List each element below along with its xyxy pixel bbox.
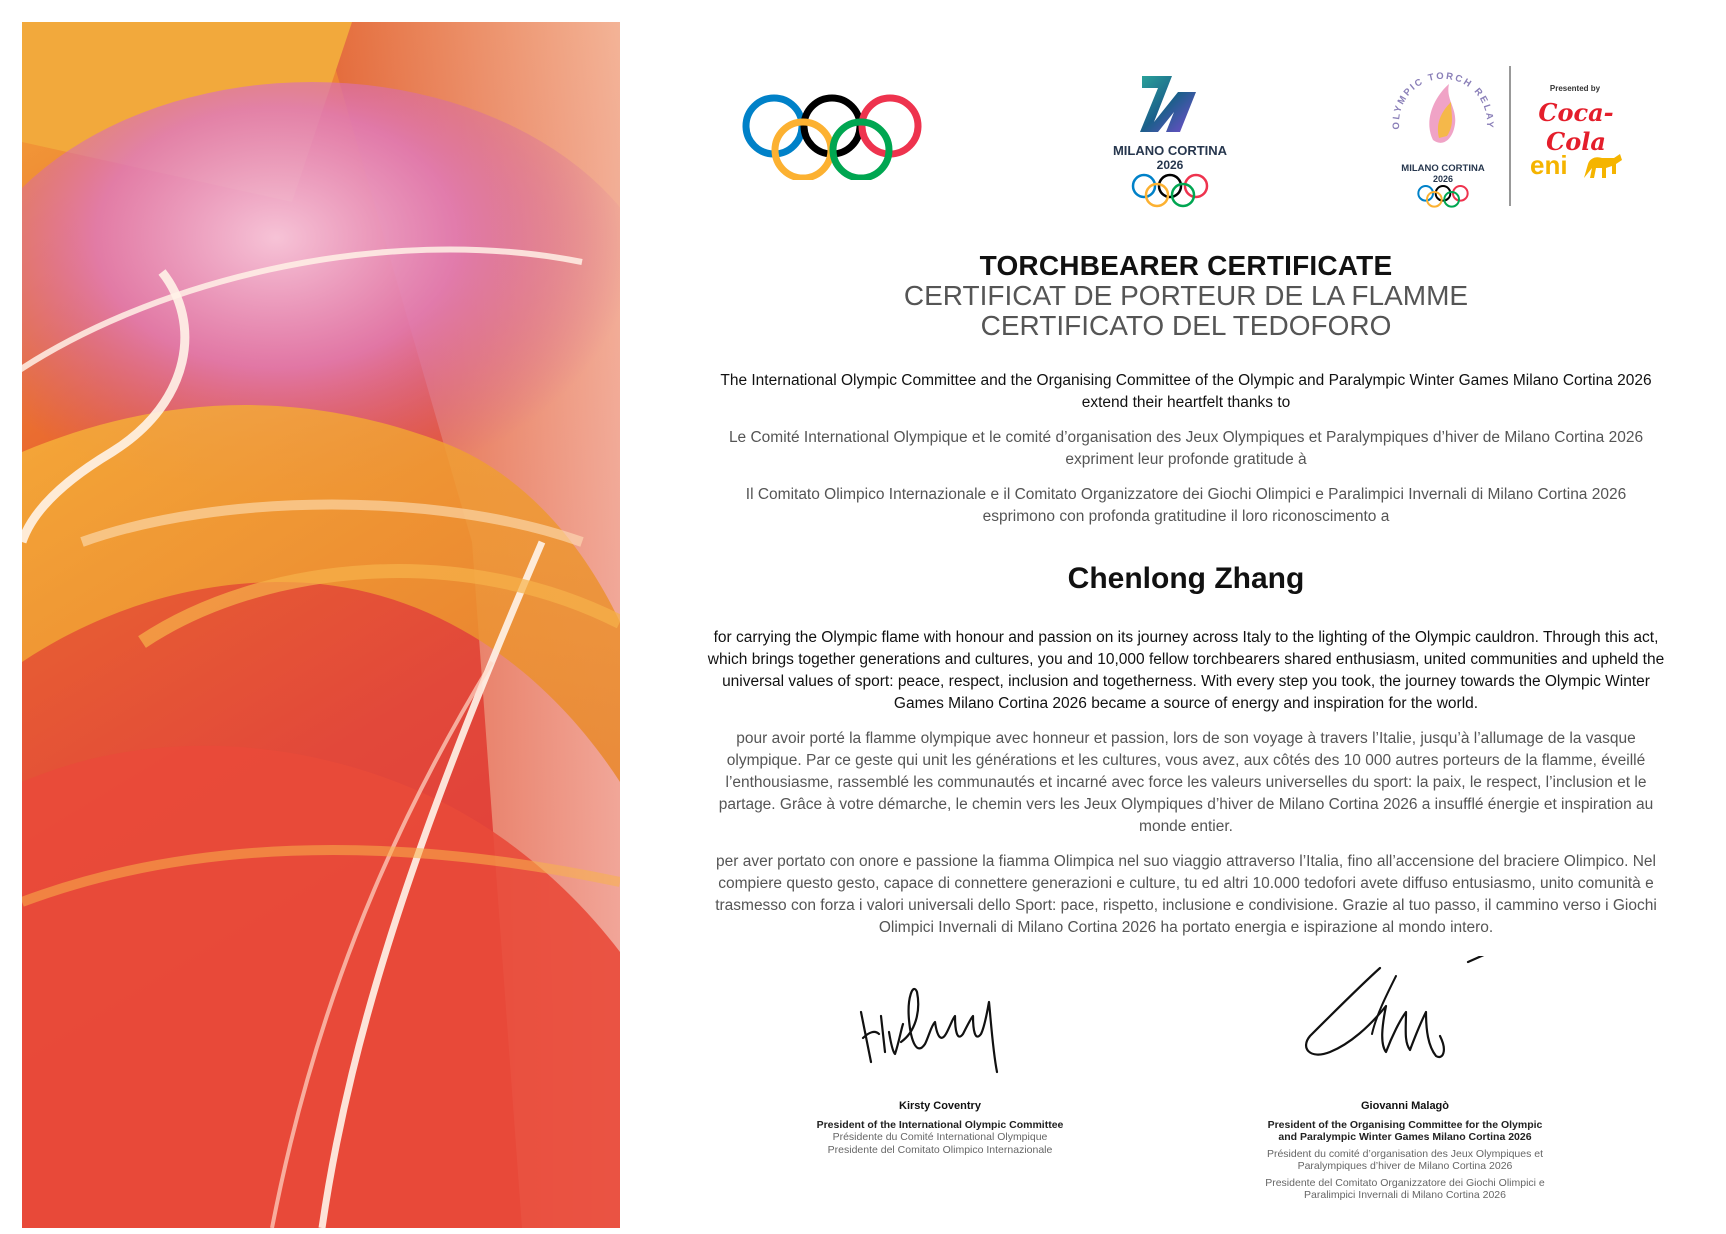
milano-cortina-logo xyxy=(1100,70,1240,210)
body-en: for carrying the Olympic flame with honour and passion on its journey across Italy to the lighting of the Olympic cauldron. Through this act, which brings together generations and cultures, you and 10,000 fellow torchbearers shared enthusiasm, united communities and upheld the universal values of sport: peace, respect, inclusion and togetherness. With every step you took, the journey towards the Olympic Winter Games Milano Cortina 2026 became a source of energy and inspiration for the world. xyxy=(707,629,1665,712)
signatory-role-it: Presidente del Comitato Organizzatore dei Giochi Olimpici e Paralimpici Invernali di Milano Cortina 2026 xyxy=(1265,1176,1545,1201)
signatory-role-en: President of the International Olympic Committee xyxy=(816,1118,1064,1131)
intro-it: Il Comitato Olimpico Internazionale e il Comitato Organizzatore dei Giochi Olimpici e Paralimpici Invernali di Milano Cortina 2026 esprimono con profonda gratitudine il loro riconoscimento a xyxy=(745,486,1627,525)
eni-wordmark: eni xyxy=(1530,150,1568,180)
recipient-name: Chenlong Zhang xyxy=(1067,562,1305,595)
torch-relay-year: 2026 xyxy=(1432,174,1454,184)
signatory-name: Giovanni Malagò xyxy=(1360,1100,1449,1112)
torch-relay-city: MILANO CORTINA xyxy=(1401,163,1485,174)
intro-en: The International Olympic Committee and the Organising Committee of the Olympic and Paralympic Winter Games Milano Cortina 2026 extend their heartfelt thanks to xyxy=(720,372,1652,411)
coca-cola-logo: Coca-Cola xyxy=(1538,98,1614,156)
presented-by-label: Presented by xyxy=(1549,84,1601,93)
signatory-role-it: Presidente del Comitato Olimpico Internazionale xyxy=(827,1143,1053,1156)
title-fr: CERTIFICAT DE PORTEUR DE LA FLAMME xyxy=(903,280,1469,311)
signatory-name: Kirsty Coventry xyxy=(899,1100,981,1112)
torch-relay-rings-icon xyxy=(1415,184,1471,208)
signatory-role-fr: Président du comité d’organisation des Jeux Olympiques et Paralympiques d’hiver de Milano Cortina 2026 xyxy=(1266,1147,1544,1172)
body-fr: pour avoir porté la flamme olympique avec honneur et passion, lors de son voyage à travers l’Italie, jusqu’à l’allumage de la vasque olympique. Par ce geste qui unit les générations et les cultures, vous avez, aux côtés des 10 000 autres porteurs de la flamme, éveillé l’enthousiasme, rassemblé les communautés et incarné avec force les valeurs universelles du sport: la paix, le respect, l’inclusion et le partage. Grâce à votre démarche, le chemin vers les Jeux Olympiques d’hiver de Milano Cortina 2026 a insufflé énergie et inspiration au monde entier. xyxy=(718,730,1654,835)
flame-artwork xyxy=(22,22,620,1228)
title-en: TORCHBEARER CERTIFICATE xyxy=(979,250,1393,281)
signatory-block-malago xyxy=(1260,1100,1550,1202)
signatory-role-en: President of the Organising Committee for the Olympic and Paralympic Winter Games Milano Cortina 2026 xyxy=(1267,1118,1543,1143)
milano-cortina-text: MILANO CORTINA xyxy=(1112,143,1228,158)
signature-coventry xyxy=(855,972,1035,1082)
signatory-block-coventry xyxy=(790,1100,1090,1156)
olympic-rings-logo xyxy=(742,90,922,180)
m26-emblem-icon xyxy=(1100,70,1240,140)
eni-logo xyxy=(1530,150,1630,186)
intro-fr: Le Comité International Olympique et le comité d’organisation des Jeux Olympiques et Paralympiques d’hiver de Milano Cortina 2026 expriment leur profonde gratitude à xyxy=(728,429,1644,468)
body-it: per aver portato con onore e passione la fiamma Olimpica nel suo viaggio attraverso l’Italia, fino all’accensione del braciere Olimpico. Nel compiere questo gesto, capace di connettere generazioni e culture, tu ed altri 10.000 tedofori avete diffuso entusiasmo, unito comunità e trasmesso con forza i valori universali dello Sport: pace, rispetto, inclusione e condivisione. Grazie al tuo passo, il cammino verso i Giochi Olimpici Invernali di Milano Cortina 2026 ha portato energia e ispirazione al mondo intero. xyxy=(715,853,1657,936)
sponsor-divider xyxy=(1509,66,1511,206)
title-it: CERTIFICATO DEL TEDOFORO xyxy=(980,310,1392,341)
signature-malago xyxy=(1290,956,1500,1076)
torch-relay-emblem-icon xyxy=(1383,62,1503,162)
torch-relay-logo xyxy=(1383,62,1503,212)
six-legged-dog-icon xyxy=(1580,152,1624,184)
milano-cortina-year: 2026 xyxy=(1156,158,1184,172)
svg-text:OLYMPIC TORCH RELAY: OLYMPIC TORCH RELAY xyxy=(1390,70,1496,130)
mini-olympic-rings-icon xyxy=(1130,172,1210,208)
signatory-role-fr: Présidente du Comité International Olympique xyxy=(832,1131,1048,1143)
